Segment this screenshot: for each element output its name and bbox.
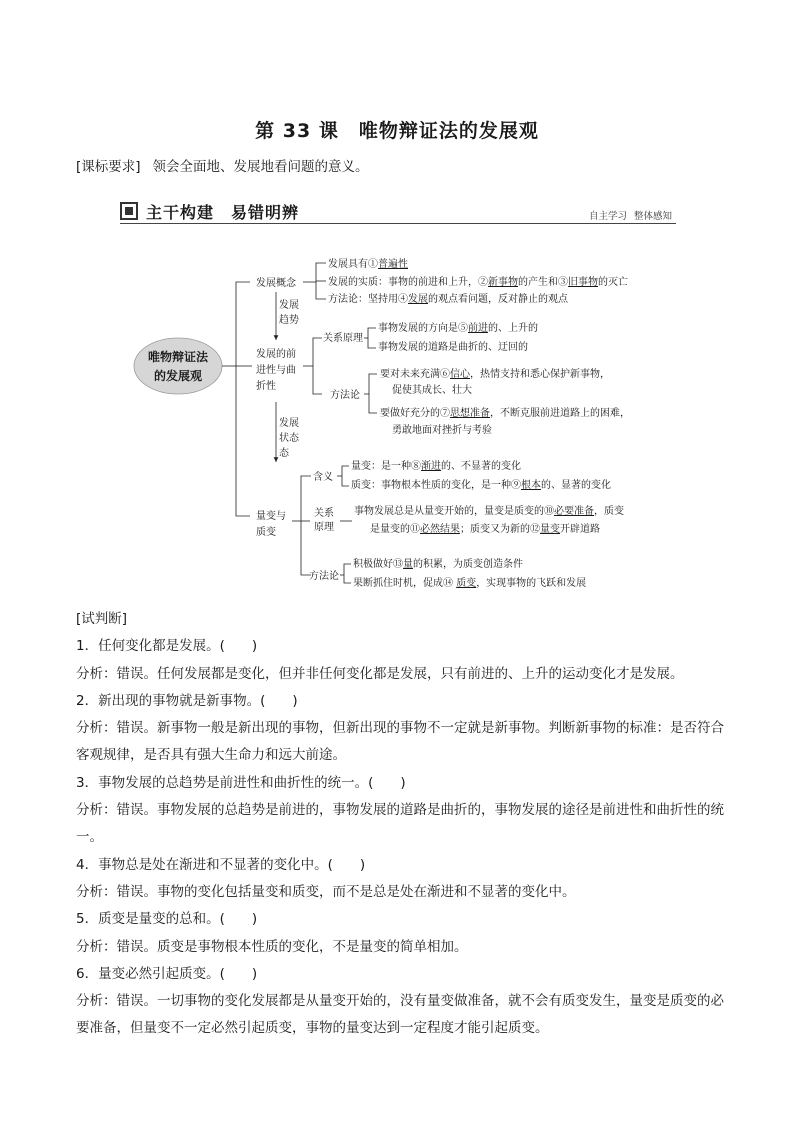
trend-relation-label: 关系原理	[323, 333, 363, 344]
trend-relation-2: 事物发展的道路是曲折的、迂回的	[378, 342, 528, 353]
dev-concept-line-3: 方法论：坚持用④发展的观点看问题，反对静止的观点	[328, 294, 568, 305]
branch-trend-2: 进性与曲	[256, 365, 296, 376]
analysis-2: 分析：错误。新事物一般是新出现的事物，但新出现的事物不一定就是新事物。判断新事物的标准：是否符合客观规律，是否具有强大生命力和远大前途。	[76, 720, 724, 764]
state-arrow-label-2: 状态	[279, 433, 299, 444]
root-line-1: 唯物辩证法	[147, 350, 209, 364]
dev-concept-line-2: 发展的实质：事物的前进和上升，②新事物的产生和③旧事物的灭亡	[328, 277, 628, 288]
trend-arrow-label-2: 趋势	[279, 315, 299, 326]
branch-trend-3: 折性	[256, 381, 276, 392]
requirement-tag: [课标要求]	[76, 159, 141, 175]
branch-dev-concept: 发展概念	[256, 278, 296, 289]
analysis-6: 分析：错误。一切事物的变化发展都是从量变开始的，没有量变做准备，就不会有质变发生，量变是质变的必要准备，但量变不一定必然引起质变，事物的量变达到一定程度才能引起质变。	[76, 993, 724, 1037]
page-title: 第 33 课 唯物辩证法的发展观	[255, 120, 539, 142]
question-1: 1．任何变化都是发展。( )	[76, 638, 258, 655]
trend-relation-bracket	[368, 328, 376, 348]
judge-section	[76, 606, 726, 1043]
question-2: 2．新出现的事物就是新事物。( )	[76, 692, 298, 709]
trend-method-2a: 要做好充分的⑦思想准备，不断克服前进道路上的困难，	[380, 408, 630, 419]
branch-quant-1: 量变与	[256, 511, 286, 522]
quant-relation-label-1: 关系	[314, 508, 334, 519]
analysis-5: 分析：错误。质变是事物根本性质的变化，不是量变的简单相加。	[76, 938, 468, 955]
question-3: 3．事物发展的总趋势是前进性和曲折性的统一。( )	[76, 774, 406, 791]
trend-method-1b: 促使其成长、壮大	[392, 385, 472, 396]
analysis-4: 分析：错误。事物的变化包括量变和质变，而不是总是处在渐进和不显著的变化中。	[76, 883, 576, 900]
banner-tag-self-study: 自主学习	[588, 211, 627, 222]
quant-relation-2: 是量变的⑪必然结果；质变又为新的⑫量变开辟道路	[370, 524, 600, 535]
branch-trend-1: 发展的前	[256, 349, 296, 360]
trend-method-1a: 要对未来充满⑥信心，热情支持和悉心保护新事物，	[380, 369, 610, 380]
analysis-3: 分析：错误。事物发展的总趋势是前进的，事物发展的道路是曲折的，事物发展的途径是前进性和曲折性的统一。	[76, 802, 724, 846]
trend-method-2b: 勇敢地面对挫折与考验	[392, 425, 492, 436]
banner-title: 主干构建 易错明辨	[146, 203, 300, 222]
quant-meaning-label: 含义	[313, 472, 333, 483]
trend-arrow-label-1: 发展	[279, 300, 299, 311]
quant-method-1: 积极做好⑬量的积累，为质变创造条件	[353, 559, 523, 570]
trend-bracket	[313, 338, 322, 394]
quant-relation-1: 事物发展总是从量变开始的，量变是质变的⑩必要准备，质变	[354, 506, 624, 517]
quant-method-bracket	[344, 564, 351, 583]
main-bracket	[236, 282, 250, 516]
root-line-2: 的发展观	[153, 369, 203, 383]
question-4: 4．事物总是处在渐进和不显著的变化中。( )	[76, 856, 366, 873]
requirement-text: 领会全面地、发展地看问题的意义。	[152, 159, 369, 175]
quant-meaning-1: 量变：是一种⑧渐进的、不显著的变化	[351, 461, 521, 472]
trend-method-bracket	[369, 374, 377, 413]
question-6: 6．量变必然引起质变。( )	[76, 965, 258, 982]
quant-method-2: 果断抓住时机，促成⑭ 质变，实现事物的飞跃和发展	[353, 578, 587, 589]
state-arrow-label-3: 态	[279, 448, 289, 459]
state-arrow-label-1: 发展	[279, 418, 299, 429]
branch-quant-2: 质变	[256, 527, 276, 538]
quant-method-label: 方法论	[309, 571, 339, 582]
quant-relation-label-2: 原理	[314, 522, 334, 533]
quant-meaning-2: 质变：事物根本性质的变化，是一种⑨根本的、显著的变化	[351, 480, 611, 491]
trend-relation-1: 事物发展的方向是⑤前进的、上升的	[378, 323, 538, 334]
quant-meaning-bracket	[342, 466, 349, 486]
question-5: 5．质变是量变的总和。( )	[76, 911, 258, 928]
quant-bracket	[301, 476, 311, 575]
analysis-1: 分析：错误。任何发展都是变化，但并非任何变化都是发展，只有前进的、上升的运动变化才是发展。	[76, 665, 684, 682]
banner-tag-overview: 整体感知	[633, 211, 672, 222]
trend-method-label: 方法论	[330, 390, 360, 401]
dev-concept-line-1: 发展具有①普遍性	[328, 259, 408, 270]
root-node	[134, 338, 222, 394]
judge-heading: [试判断]	[76, 611, 128, 627]
